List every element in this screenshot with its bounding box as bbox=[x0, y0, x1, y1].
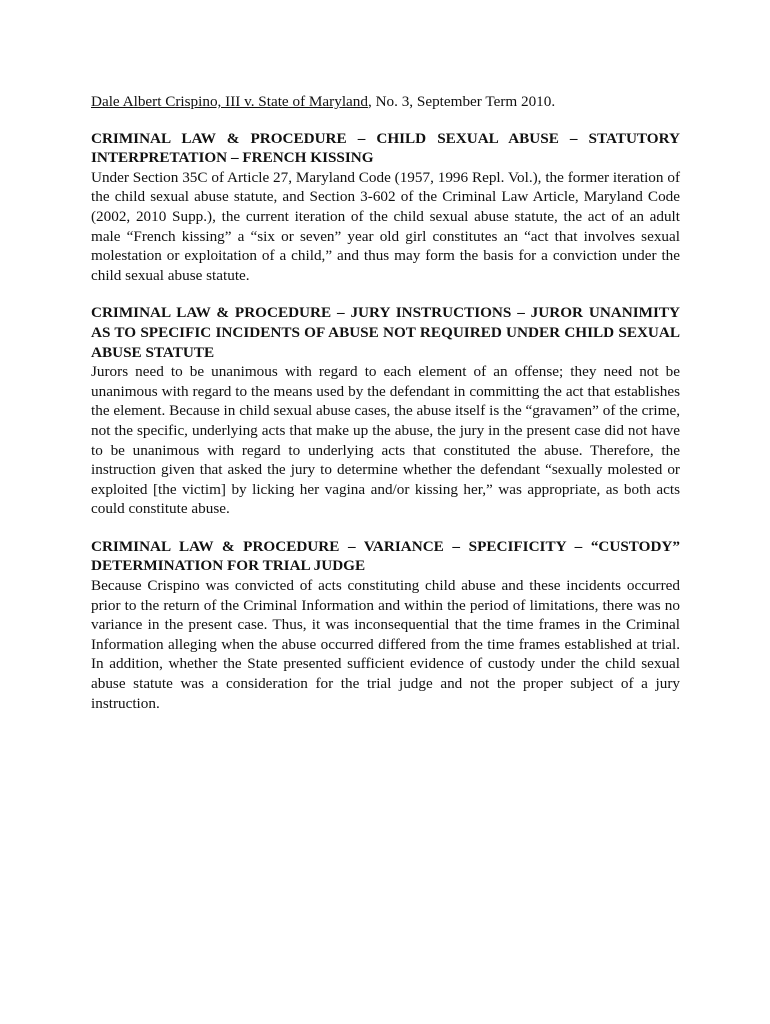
headnote-section-2 bbox=[91, 303, 680, 519]
headnote-heading: CRIMINAL LAW & PROCEDURE – VARIANCE – SPECIFICITY – “CUSTODY” DETERMINATION FOR TRIAL JUDGE bbox=[91, 537, 680, 575]
headnote-heading: CRIMINAL LAW & PROCEDURE – JURY INSTRUCTIONS – JUROR UNANIMITY AS TO SPECIFIC INCIDENTS OF ABUSE NOT REQUIRED UNDER CHILD SEXUAL ABUSE STATUTE bbox=[91, 304, 680, 361]
case-name: Dale Albert Crispino, III v. State of Maryland bbox=[91, 93, 368, 110]
case-reference: , No. 3, September Term 2010. bbox=[367, 93, 556, 110]
headnote-section-3 bbox=[91, 537, 680, 713]
headnote-summary: Because Crispino was convicted of acts constituting child abuse and these incidents occurred prior to the return of the Criminal Information and within the period of limitations, there was no variance in the present case. Thus, it was inconsequential that the time frames in the Criminal Information alleging when the abuse occurred differed from the time frames established at trial. In addition, whether the State presented sufficient evidence of custody under the child sexual abuse statute was a consideration for the trial judge and not the proper subject of a jury instruction. bbox=[91, 577, 680, 712]
document-page bbox=[91, 92, 680, 731]
headnote-heading: CRIMINAL LAW & PROCEDURE – CHILD SEXUAL ABUSE – STATUTORY INTERPRETATION – FRENCH KISSING bbox=[91, 129, 680, 167]
headnote-summary: Jurors need to be unanimous with regard to each element of an offense; they need not be unanimous with regard to the means used by the defendant in committing the act that establishes the element. Because in child sexual abuse cases, the abuse itself is the “gravamen” of the crime, not the specific, underlying acts that make up the abuse, the jury in the present case did not have to be unanimous with regard to underlying acts that constituted the abuse. Therefore, the instruction given that asked the jury to determine whether the defendant “sexually molested or exploited [the victim] by licking her vagina and/or kissing her,” was appropriate, as both acts could constitute abuse. bbox=[91, 363, 680, 518]
case-citation bbox=[91, 92, 680, 112]
headnote-summary: Under Section 35C of Article 27, Maryland Code (1957, 1996 Repl. Vol.), the former iteration of the child sexual abuse statute, and Section 3-602 of the Criminal Law Article, Maryland Code (2002, 2010 Supp.), the current iteration of the child sexual abuse statute, the act of an adult male “French kissing” a “six or seven” year old girl constitutes an “act that involves sexual molestation or exploitation of a child,” and thus may form the basis for a conviction under the child sexual abuse statute. bbox=[91, 168, 680, 284]
headnote-section-1 bbox=[91, 129, 680, 286]
